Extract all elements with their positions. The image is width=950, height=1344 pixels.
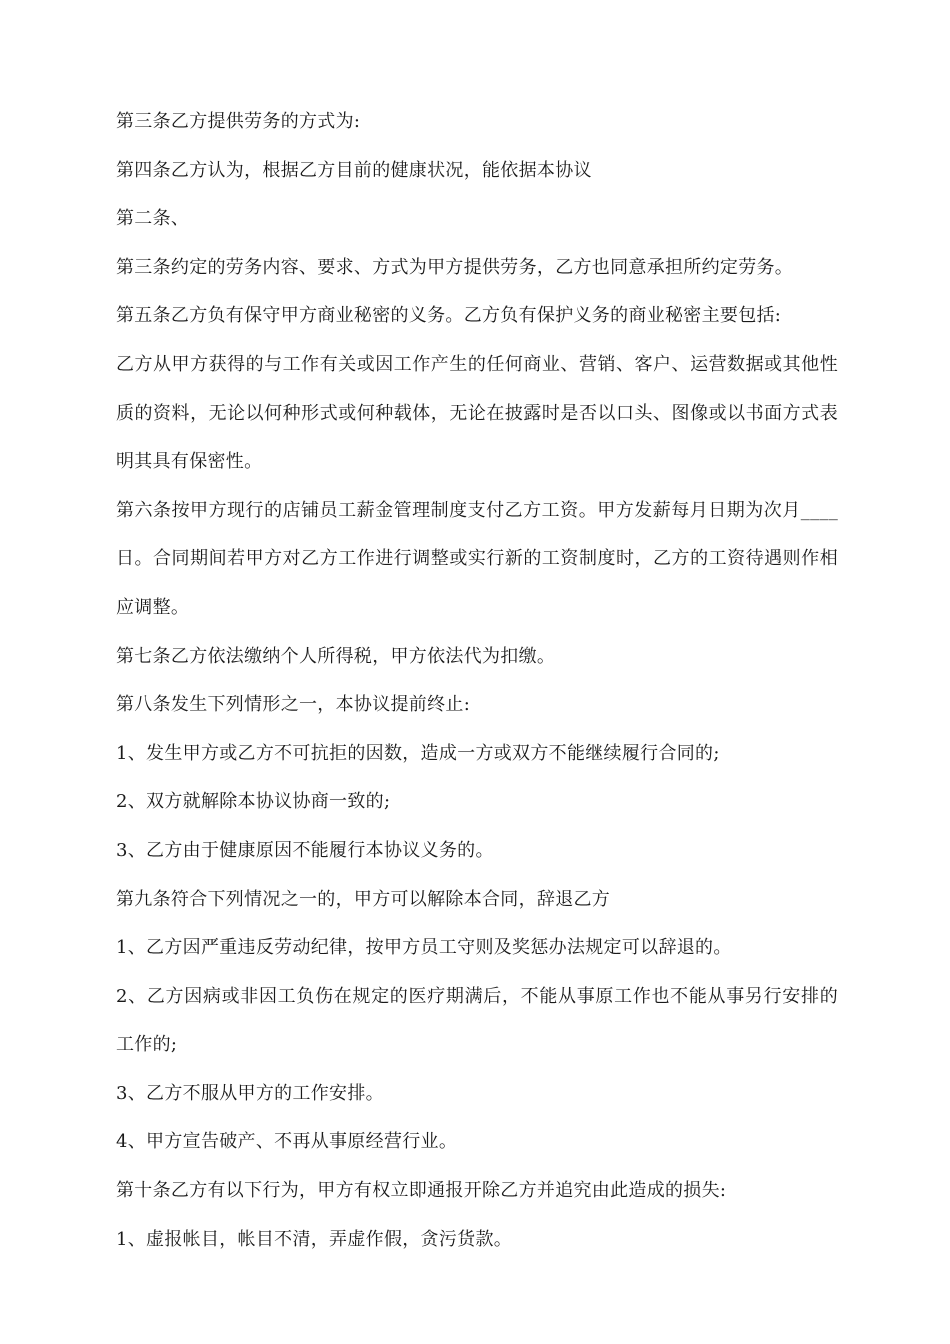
- expulsion-item-1: 1、虚报帐目，帐目不清，弄虚作假，贪污货款。: [116, 1228, 513, 1250]
- clause-3-method: 第三条乙方提供劳务的方式为:: [116, 111, 361, 132]
- termination-item-1: 1、发生甲方或乙方不可抗拒的因数，造成一方或双方不能继续履行合同的;: [116, 742, 720, 764]
- termination-item-2: 2、双方就解除本协议协商一致的;: [116, 791, 391, 813]
- clause-3-agreement: 第三条约定的劳务内容、要求、方式为甲方提供劳务，乙方也同意承担所约定劳务。: [116, 256, 794, 278]
- clause-9-dismissal: 第九条符合下列情况之一的，甲方可以解除本合同，辞退乙方: [116, 888, 611, 910]
- clause-5-confidentiality: 第五条乙方负有保守甲方商业秘密的义务。乙方负有保护义务的商业秘密主要包括:: [116, 305, 782, 327]
- dismissal-item-1: 1、乙方因严重违反劳动纪律，按甲方员工守则及奖惩办法规定可以辞退的。: [116, 937, 732, 959]
- clause-10-expulsion: 第十条乙方有以下行为，甲方有权立即通报开除乙方并追究由此造成的损失:: [116, 1180, 727, 1202]
- dismissal-item-3: 3、乙方不服从甲方的工作安排。: [116, 1082, 384, 1104]
- document-body: [116, 98, 838, 1264]
- clause-6-salary: 第六条按甲方现行的店铺员工薪金管理制度支付乙方工资。甲方发薪每月日期为次月____日。合同期间若甲方对乙方工作进行调整或实行新的工资制度时，乙方的工资待遇则作相应调整。: [116, 499, 838, 618]
- termination-item-3: 3、乙方由于健康原因不能履行本协议义务的。: [116, 839, 494, 861]
- dismissal-item-2: 2、乙方因病或非因工负伤在规定的医疗期满后，不能从事原工作也不能从事另行安排的工作的;: [116, 985, 838, 1056]
- confidentiality-scope: 乙方从甲方获得的与工作有关或因工作产生的任何商业、营销、客户、运营数据或其他性质的资料，无论以何种形式或何种载体，无论在披露时是否以口头、图像或以书面方式表明其具有保密性。: [116, 353, 838, 473]
- clause-7-tax: 第七条乙方依法缴纳个人所得税，甲方依法代为扣缴。: [116, 645, 556, 667]
- clause-4-health: 第四条乙方认为，根据乙方目前的健康状况，能依据本协议: [116, 159, 592, 181]
- clause-8-termination: 第八条发生下列情形之一，本协议提前终止:: [116, 694, 471, 716]
- clause-2-ref: 第二条、: [116, 208, 190, 230]
- dismissal-item-4: 4、甲方宣告破产、不再从事原经营行业。: [116, 1131, 458, 1153]
